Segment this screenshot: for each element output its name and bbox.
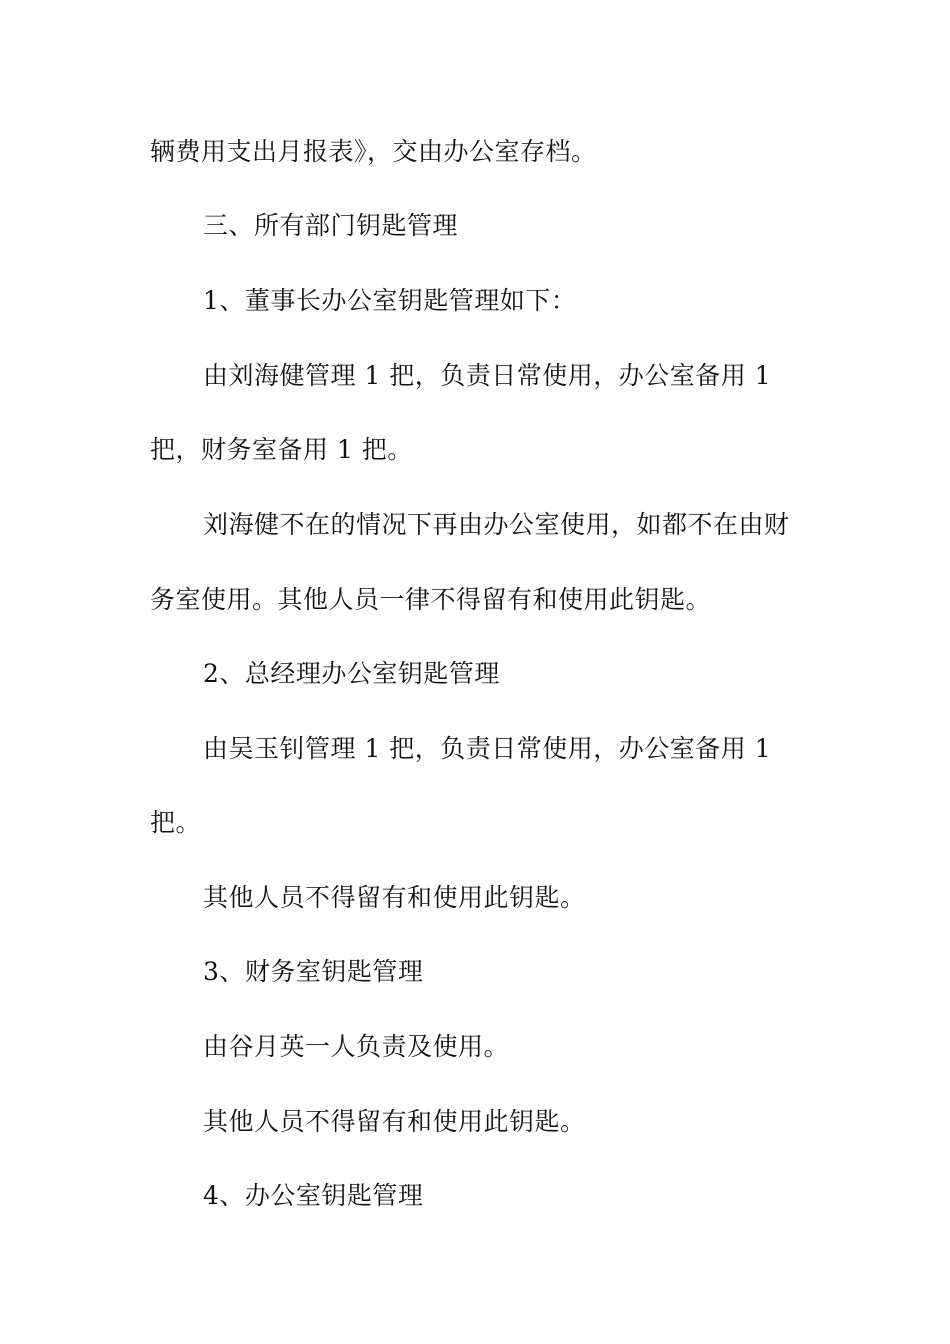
text-line: 辆费用支出月报表》，交由办公室存档。 [150, 137, 597, 166]
text-line: 刘海健不在的情况下再由办公室使用，如都不在由财 [203, 510, 790, 539]
subsection-heading: 4、办公室钥匙管理 [203, 1181, 424, 1210]
text-line: 把。 [150, 808, 202, 837]
text-line: 务室使用。其他人员一律不得留有和使用此钥匙。 [150, 585, 712, 614]
text-line: 由吴玉钊管理 1 把，负责日常使用，办公室备用 1 [203, 734, 772, 763]
subsection-heading: 2、总经理办公室钥匙管理 [203, 659, 500, 688]
text-line: 其他人员不得留有和使用此钥匙。 [203, 1107, 586, 1136]
section-heading: 三、所有部门钥匙管理 [203, 211, 459, 240]
text-line: 把，财务室备用 1 把。 [150, 435, 413, 464]
subsection-heading: 1、董事长办公室钥匙管理如下： [203, 286, 577, 315]
text-line: 其他人员不得留有和使用此钥匙。 [203, 883, 586, 912]
text-line: 由谷月英一人负责及使用。 [203, 1032, 510, 1061]
subsection-heading: 3、财务室钥匙管理 [203, 957, 424, 986]
text-line: 由刘海健管理 1 把，负责日常使用，办公室备用 1 [203, 361, 772, 390]
